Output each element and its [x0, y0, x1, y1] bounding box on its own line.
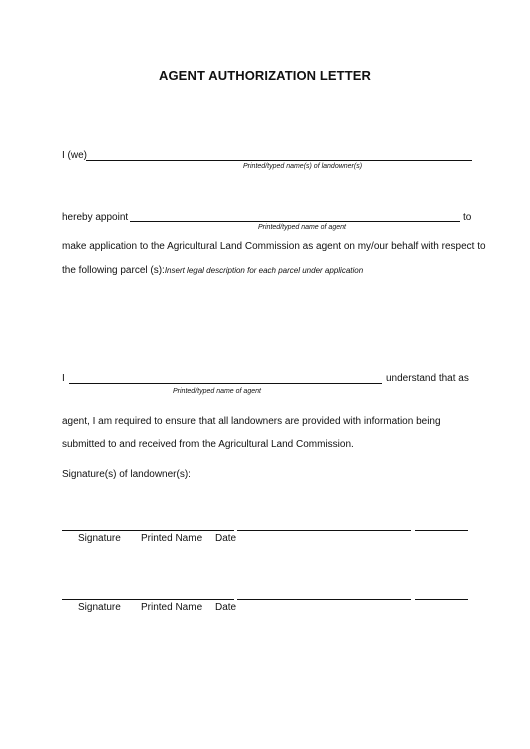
appoint-prefix: hereby appoint	[62, 212, 129, 223]
printed-name-label: Printed Name	[141, 533, 203, 544]
signature-label: Signature	[78, 533, 121, 544]
agent-acknowledge-suffix: understand that as	[386, 373, 469, 384]
signature-line[interactable]	[62, 530, 234, 531]
signature-label: Signature	[78, 602, 121, 613]
agent-name-line[interactable]	[130, 221, 460, 222]
document-title: AGENT AUTHORIZATION LETTER	[158, 68, 372, 83]
signatures-heading: Signature(s) of landowner(s):	[62, 469, 191, 480]
agent-name-caption: Printed/typed name of agent	[258, 224, 346, 231]
agent-duty-statement: agent, I am required to ensure that all landowners are provided with information being	[62, 416, 441, 427]
printed-name-line[interactable]	[237, 599, 411, 600]
appoint-suffix: to	[463, 212, 472, 223]
agent-acknowledge-caption: Printed/typed name of agent	[173, 388, 261, 395]
landowner-prefix: I (we)	[62, 150, 87, 161]
signature-line[interactable]	[62, 599, 234, 600]
application-statement: make application to the Agricultural Land Commission as agent on my/our behalf with respect to	[62, 241, 486, 252]
date-label: Date	[215, 602, 237, 613]
agent-acknowledge-line[interactable]	[69, 383, 382, 384]
date-label: Date	[215, 533, 237, 544]
printed-name-line[interactable]	[237, 530, 411, 531]
parcel-instruction: Insert legal description for each parcel under application	[164, 266, 364, 275]
date-line[interactable]	[415, 530, 468, 531]
submission-statement: submitted to and received from the Agricultural Land Commission.	[62, 439, 354, 450]
landowner-name-line[interactable]	[86, 160, 472, 161]
parcel-prefix: the following parcel (s):	[62, 265, 165, 276]
parcel-statement	[62, 265, 363, 277]
date-line[interactable]	[415, 599, 468, 600]
landowner-name-caption: Printed/typed name(s) of landowner(s)	[243, 163, 363, 170]
agent-acknowledge-prefix: I	[62, 373, 65, 384]
printed-name-label: Printed Name	[141, 602, 203, 613]
